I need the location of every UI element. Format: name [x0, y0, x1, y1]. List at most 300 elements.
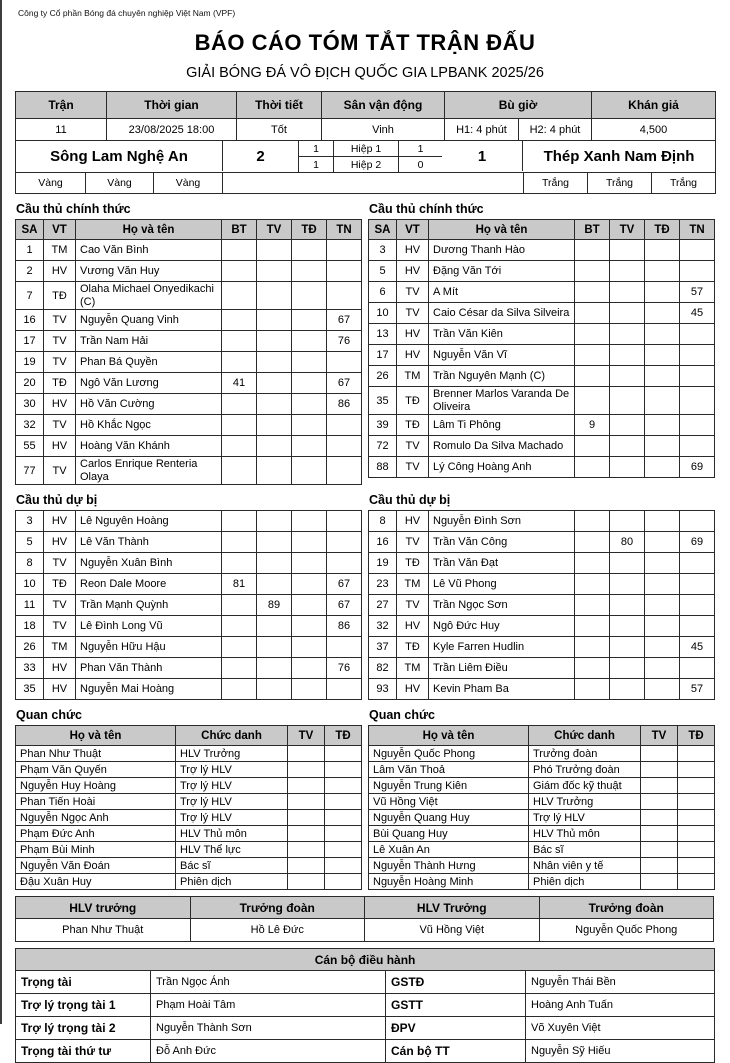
official-row	[16, 858, 362, 874]
official-name: Phạm Bùi Minh	[16, 842, 176, 858]
home-subs-label: Cầu thủ dự bị	[16, 493, 98, 507]
attendance: 4,500	[591, 119, 715, 140]
page-left-border	[0, 0, 2, 1024]
half1-home-score: 1	[313, 142, 319, 155]
player-red-minute	[645, 303, 680, 324]
official-yellow	[641, 794, 678, 810]
player-goal-minute	[575, 261, 610, 282]
official-yellow	[288, 874, 325, 890]
away-score: 1	[477, 147, 487, 165]
player-red-minute	[645, 261, 680, 282]
official-name: Nguyễn Huy Hoàng	[16, 778, 176, 794]
official-row	[369, 762, 715, 778]
player-name: Cao Văn Bình	[76, 240, 222, 261]
official-row	[369, 810, 715, 826]
player-sub-minute	[680, 436, 715, 457]
half2-away-score: 0	[398, 157, 442, 172]
col-substitution: TN	[327, 220, 362, 240]
official-red	[325, 842, 362, 858]
home-kit-color-3: Vàng	[153, 173, 222, 193]
player-red-minute	[292, 511, 327, 532]
away-subs-section	[368, 491, 714, 700]
player-name: Nguyễn Quang Vinh	[76, 310, 222, 331]
away-officials-label: Quan chức	[369, 708, 436, 722]
official-name: Lê Xuân An	[369, 842, 529, 858]
player-sub-minute	[327, 679, 362, 700]
player-yellow-minute	[610, 574, 645, 595]
player-name: Vương Văn Huy	[76, 261, 222, 282]
player-sub-minute	[327, 282, 362, 310]
referee-role-label: Trọng tài thứ tư	[16, 1040, 151, 1063]
player-row	[369, 303, 715, 324]
player-sub-minute	[680, 553, 715, 574]
official-role: Trưởng đoàn	[529, 746, 641, 762]
player-sub-minute: 86	[327, 394, 362, 415]
official-name: Phan Tiến Hoài	[16, 794, 176, 810]
official-role: Bác sĩ	[176, 858, 288, 874]
official-role: Phó Trưởng đoàn	[529, 762, 641, 778]
official-yellow	[288, 810, 325, 826]
official-name: Phạm Đức Anh	[16, 826, 176, 842]
player-name: Lâm Ti Phông	[429, 415, 575, 436]
player-row	[369, 324, 715, 345]
col-substitution: TN	[680, 220, 715, 240]
player-position: TV	[397, 532, 429, 553]
player-row	[16, 679, 362, 700]
player-yellow-minute	[610, 345, 645, 366]
official-row	[369, 746, 715, 762]
player-goal-minute	[222, 436, 257, 457]
player-name: Đặng Văn Tới	[429, 261, 575, 282]
player-sub-minute: 67	[327, 574, 362, 595]
player-position: TĐ	[397, 553, 429, 574]
official-name: Phạm Văn Quyến	[16, 762, 176, 778]
col-official-yellow: TV	[641, 726, 678, 746]
player-number: 20	[16, 373, 44, 394]
player-row	[16, 574, 362, 595]
player-row	[369, 595, 715, 616]
player-red-minute	[292, 415, 327, 436]
player-red-minute	[292, 679, 327, 700]
player-name: Reon Dale Moore	[76, 574, 222, 595]
player-goal-minute	[575, 553, 610, 574]
player-goal-minute	[222, 261, 257, 282]
away-starters-section	[368, 200, 714, 485]
player-sub-minute: 76	[327, 658, 362, 679]
player-number: 8	[16, 553, 44, 574]
official-role: Trợ lý HLV	[176, 794, 288, 810]
official-row	[16, 778, 362, 794]
player-position: TV	[44, 310, 76, 331]
header-attendance: Khán giả	[591, 92, 715, 118]
player-red-minute	[292, 310, 327, 331]
player-sub-minute	[680, 658, 715, 679]
player-position: HV	[397, 345, 429, 366]
player-sub-minute	[327, 511, 362, 532]
half2-home-score: 1	[313, 158, 319, 171]
player-number: 13	[369, 324, 397, 345]
player-name: Lê Đình Long Vũ	[76, 616, 222, 637]
player-goal-minute	[575, 240, 610, 261]
player-goal-minute: 41	[222, 373, 257, 394]
player-number: 3	[369, 240, 397, 261]
player-name: Nguyễn Hữu Hậu	[76, 637, 222, 658]
player-sub-minute	[680, 324, 715, 345]
player-goal-minute	[575, 387, 610, 415]
official-yellow	[288, 794, 325, 810]
player-sub-minute: 67	[327, 373, 362, 394]
player-red-minute	[292, 436, 327, 457]
player-number: 3	[16, 511, 44, 532]
away-team-leader-name: Nguyễn Quốc Phong	[539, 919, 714, 942]
player-position: TV	[397, 436, 429, 457]
score-row	[16, 140, 715, 172]
player-red-minute	[645, 387, 680, 415]
player-name: Trần Văn Công	[429, 532, 575, 553]
official-red	[325, 746, 362, 762]
header-extra-time: Bù giờ	[444, 92, 591, 118]
player-goal-minute	[575, 457, 610, 478]
official-name: Nguyễn Văn Đoán	[16, 858, 176, 874]
away-officials-section	[368, 706, 714, 890]
player-red-minute	[292, 553, 327, 574]
player-number: 30	[16, 394, 44, 415]
player-number: 27	[369, 595, 397, 616]
signatures-header-row	[16, 897, 714, 919]
player-red-minute	[645, 532, 680, 553]
player-position: TV	[44, 352, 76, 373]
player-position: TV	[397, 595, 429, 616]
player-row	[369, 532, 715, 553]
half1-away-score: 1	[398, 141, 442, 156]
player-name: Phan Văn Thành	[76, 658, 222, 679]
player-yellow-minute	[610, 457, 645, 478]
player-red-minute	[292, 637, 327, 658]
player-name: Ngô Văn Lương	[76, 373, 222, 394]
player-red-minute	[645, 345, 680, 366]
official-role: Phiên dịch	[176, 874, 288, 890]
player-position: TĐ	[397, 637, 429, 658]
player-number: 32	[369, 616, 397, 637]
player-name: Romulo Da Silva Machado	[429, 436, 575, 457]
away-kit-color-2: Trắng	[587, 173, 651, 193]
official-role: Trợ lý HLV	[176, 778, 288, 794]
player-name: Nguyễn Xuân Bình	[76, 553, 222, 574]
player-row	[16, 595, 362, 616]
player-name: Hoàng Văn Khánh	[76, 436, 222, 457]
player-position: HV	[44, 679, 76, 700]
official-red	[325, 826, 362, 842]
official-name: Nguyễn Quốc Phong	[369, 746, 529, 762]
player-yellow-minute	[610, 415, 645, 436]
official-role: HLV Trưởng	[529, 794, 641, 810]
player-yellow-minute	[257, 415, 292, 436]
player-yellow-minute	[257, 436, 292, 457]
player-sub-minute	[680, 261, 715, 282]
official-role: Nhân viên y tế	[529, 858, 641, 874]
player-position: HV	[397, 240, 429, 261]
player-red-minute	[645, 574, 680, 595]
player-number: 19	[16, 352, 44, 373]
home-officials-label: Quan chức	[16, 708, 83, 722]
col-official-name: Họ và tên	[369, 726, 529, 746]
player-row	[16, 616, 362, 637]
kit-colors-row	[16, 172, 715, 193]
supervisor-name: Võ Xuyên Việt	[526, 1017, 715, 1040]
player-yellow-minute	[257, 331, 292, 352]
player-sub-minute: 45	[680, 303, 715, 324]
player-goal-minute	[575, 637, 610, 658]
player-position: TV	[44, 457, 76, 485]
player-goal-minute	[575, 616, 610, 637]
player-number: 39	[369, 415, 397, 436]
referee-role-label: Trợ lý trọng tài 1	[16, 994, 151, 1017]
lineup-header-row	[16, 220, 362, 240]
player-yellow-minute	[610, 366, 645, 387]
supervisor-name: Nguyễn Thái Bền	[526, 971, 715, 994]
player-number: 18	[16, 616, 44, 637]
away-subs-table	[368, 510, 715, 700]
player-goal-minute	[575, 595, 610, 616]
official-name: Nguyễn Ngọc Anh	[16, 810, 176, 826]
player-yellow-minute	[610, 387, 645, 415]
player-goal-minute	[222, 331, 257, 352]
player-row	[16, 282, 362, 310]
referee-name: Nguyễn Thành Sơn	[151, 1017, 386, 1040]
official-yellow	[641, 826, 678, 842]
player-number: 16	[369, 532, 397, 553]
player-yellow-minute	[257, 553, 292, 574]
player-number: 26	[16, 637, 44, 658]
player-name: Trần Ngọc Sơn	[429, 595, 575, 616]
player-yellow-minute	[257, 394, 292, 415]
player-yellow-minute	[610, 240, 645, 261]
official-yellow	[288, 746, 325, 762]
supervisor-role-label: ĐPV	[386, 1017, 526, 1040]
player-red-minute	[292, 658, 327, 679]
player-yellow-minute	[257, 574, 292, 595]
half2-label: Hiệp 2	[333, 157, 398, 172]
match-officials-title: Cán bộ điều hành	[16, 949, 715, 971]
header-match-number: Trận	[16, 92, 106, 118]
player-number: 6	[369, 282, 397, 303]
home-officials-section	[15, 706, 361, 890]
player-row	[369, 366, 715, 387]
match-officials-header-row	[16, 949, 715, 971]
official-name: Vũ Hồng Việt	[369, 794, 529, 810]
col-official-yellow: TV	[288, 726, 325, 746]
player-row	[16, 553, 362, 574]
official-yellow	[641, 778, 678, 794]
extra-time-h1: H1: 4 phút	[444, 119, 518, 140]
player-red-minute	[645, 240, 680, 261]
player-red-minute	[645, 553, 680, 574]
player-name: Trần Văn Đạt	[429, 553, 575, 574]
official-yellow	[641, 858, 678, 874]
player-sub-minute	[327, 352, 362, 373]
header-stadium: Sân vận động	[321, 92, 444, 118]
official-role: Phiên dịch	[529, 874, 641, 890]
match-time: 23/08/2025 18:00	[106, 119, 236, 140]
player-sub-minute: 67	[327, 595, 362, 616]
official-role: HLV Thủ môn	[529, 826, 641, 842]
player-position: TV	[44, 331, 76, 352]
official-red	[325, 858, 362, 874]
player-red-minute	[292, 261, 327, 282]
home-starters-section	[15, 200, 361, 485]
col-official-name: Họ và tên	[16, 726, 176, 746]
official-row	[16, 842, 362, 858]
away-starters-table	[368, 219, 715, 478]
player-goal-minute	[575, 679, 610, 700]
official-name: Phan Như Thuật	[16, 746, 176, 762]
player-sub-minute	[680, 387, 715, 415]
official-name: Bùi Quang Huy	[369, 826, 529, 842]
official-role: Giám đốc kỹ thuật	[529, 778, 641, 794]
player-position: TV	[397, 303, 429, 324]
player-red-minute	[292, 331, 327, 352]
referee-name: Trần Ngọc Ánh	[151, 971, 386, 994]
player-row	[16, 261, 362, 282]
player-goal-minute	[222, 595, 257, 616]
player-red-minute	[292, 574, 327, 595]
player-number: 33	[16, 658, 44, 679]
home-head-coach-name: Phan Như Thuật	[16, 919, 191, 942]
player-goal-minute	[575, 436, 610, 457]
player-yellow-minute: 89	[257, 595, 292, 616]
home-subs-table	[15, 510, 362, 700]
player-red-minute	[292, 373, 327, 394]
player-yellow-minute	[257, 352, 292, 373]
official-role: Trợ lý HLV	[529, 810, 641, 826]
player-goal-minute	[222, 310, 257, 331]
official-red	[678, 746, 715, 762]
player-row	[369, 616, 715, 637]
col-shirt-number: SA	[369, 220, 397, 240]
col-goals: BT	[222, 220, 257, 240]
official-role: HLV Thủ môn	[176, 826, 288, 842]
player-red-minute	[645, 324, 680, 345]
player-number: 88	[369, 457, 397, 478]
player-number: 35	[16, 679, 44, 700]
match-official-row	[16, 994, 715, 1017]
player-name: Lê Văn Thành	[76, 532, 222, 553]
match-official-row	[16, 971, 715, 994]
player-goal-minute	[222, 415, 257, 436]
official-yellow	[288, 762, 325, 778]
player-yellow-minute	[610, 303, 645, 324]
player-yellow-minute	[257, 310, 292, 331]
player-position: TV	[397, 457, 429, 478]
player-name: Trần Nam Hải	[76, 331, 222, 352]
player-number: 23	[369, 574, 397, 595]
official-red	[678, 778, 715, 794]
official-red	[678, 874, 715, 890]
player-yellow-minute: 80	[610, 532, 645, 553]
referee-role-label: Trợ lý trọng tài 2	[16, 1017, 151, 1040]
player-name: Brenner Marlos Varanda De Oliveira	[429, 387, 575, 415]
lineup-header-row	[369, 220, 715, 240]
player-row	[369, 637, 715, 658]
player-number: 10	[16, 574, 44, 595]
official-row	[16, 810, 362, 826]
player-red-minute	[645, 366, 680, 387]
official-red	[325, 762, 362, 778]
player-row	[369, 511, 715, 532]
player-sub-minute: 57	[680, 282, 715, 303]
player-position: TĐ	[44, 282, 76, 310]
supervisor-role-label: GSTT	[386, 994, 526, 1017]
player-row	[16, 532, 362, 553]
player-name: Trần Văn Kiên	[429, 324, 575, 345]
player-yellow-minute	[610, 637, 645, 658]
player-goal-minute	[222, 616, 257, 637]
half2-row	[299, 156, 442, 172]
player-number: 82	[369, 658, 397, 679]
player-yellow-minute	[610, 553, 645, 574]
player-row	[16, 394, 362, 415]
official-red	[678, 826, 715, 842]
player-red-minute	[645, 282, 680, 303]
player-red-minute	[645, 679, 680, 700]
player-number: 26	[369, 366, 397, 387]
player-row	[16, 373, 362, 394]
player-position: TV	[44, 415, 76, 436]
header-time: Thời gian	[106, 92, 236, 118]
col-red-card: TĐ	[645, 220, 680, 240]
player-red-minute	[292, 240, 327, 261]
home-subs-section	[15, 491, 361, 700]
official-row	[16, 746, 362, 762]
player-red-minute	[292, 532, 327, 553]
player-yellow-minute	[257, 616, 292, 637]
home-officials-table	[15, 725, 362, 890]
player-name: Nguyễn Mai Hoàng	[76, 679, 222, 700]
player-sub-minute: 86	[327, 616, 362, 637]
player-number: 32	[16, 415, 44, 436]
col-full-name: Họ và tên	[429, 220, 575, 240]
official-name: Đậu Xuân Huy	[16, 874, 176, 890]
match-official-row	[16, 1017, 715, 1040]
col-full-name: Họ và tên	[76, 220, 222, 240]
official-red	[678, 858, 715, 874]
official-role: HLV Trưởng	[176, 746, 288, 762]
player-number: 35	[369, 387, 397, 415]
player-red-minute	[645, 415, 680, 436]
player-yellow-minute	[610, 616, 645, 637]
player-position: TĐ	[44, 574, 76, 595]
match-officials-table	[15, 948, 715, 1063]
home-team-leader-label: Trưởng đoàn	[190, 897, 365, 919]
match-info-table	[15, 91, 716, 194]
player-row	[16, 511, 362, 532]
player-number: 17	[16, 331, 44, 352]
player-sub-minute	[680, 366, 715, 387]
player-name: Lý Công Hoàng Anh	[429, 457, 575, 478]
player-number: 11	[16, 595, 44, 616]
col-yellow-card: TV	[610, 220, 645, 240]
col-goals: BT	[575, 220, 610, 240]
player-goal-minute	[575, 303, 610, 324]
home-kit-color-1: Vàng	[38, 177, 63, 189]
official-row	[369, 778, 715, 794]
away-head-coach-name: Vũ Hồng Việt	[365, 919, 540, 942]
player-yellow-minute	[610, 679, 645, 700]
player-red-minute	[292, 595, 327, 616]
player-sub-minute	[327, 436, 362, 457]
official-red	[325, 874, 362, 890]
player-number: 19	[369, 553, 397, 574]
